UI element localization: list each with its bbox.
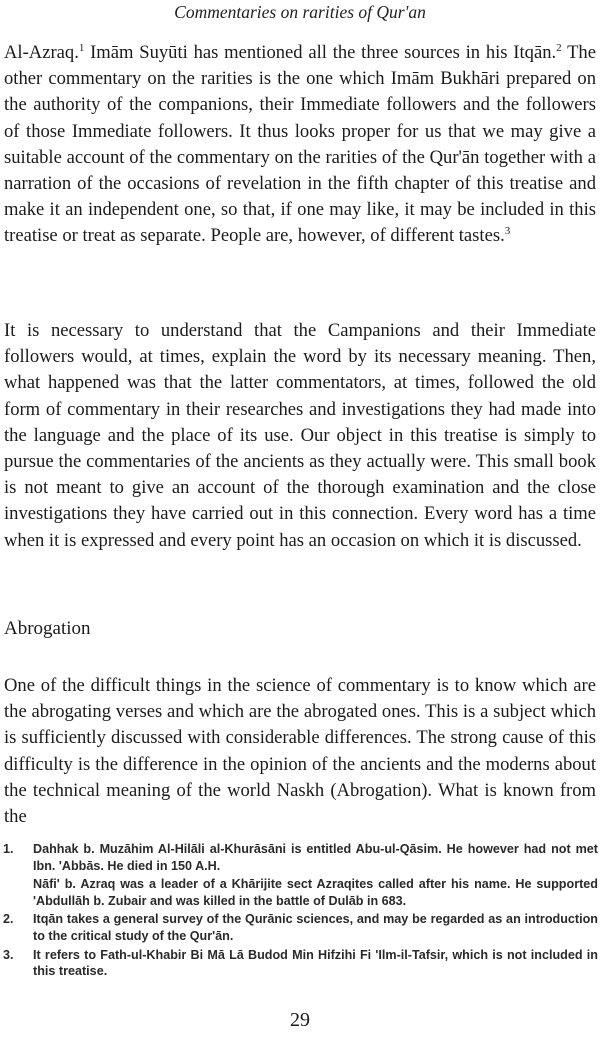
footnote-number: 1. [3,842,14,856]
footnote-ref-2: 2 [556,41,562,54]
paragraph-1-text-c: The other commentary on the rarities is the one which Imām Bukhāri prepared on the authority of the companions, their Immediate followers and the followers of those Immediate followers. It thus looks proper for us that we may give a suitable account of the commentary on the rarities of the Qur'ān together with a narration of the occasions of revelation in the fifth chapter of this treatise and make it an independent one, so that, if one may like, it may be included in this treatise or treat as separate. People are, however, of different tastes. [4,42,596,247]
footnote-3 [3,947,598,980]
section-heading: Abrogation [4,618,91,639]
paragraph-1-text-a: Al-Azraq. [4,42,79,63]
paragraph-1-text-b: Imām Suyūti has mentioned all the three sources in his Itqān. [84,42,557,63]
paragraph-1 [4,40,596,250]
footnote-2 [3,911,598,944]
paragraph-3 [4,673,596,830]
running-header: Commentaries on rarities of Qur'an [174,2,426,22]
footnote-text: Nāfi' b. Azraq was a leader of a Khārijite sect Azraqites called after his name. He supported 'Abdullāh b. Zubair and was killed in the battle of Dulāb in 683. [33,877,598,908]
footnote-1-continuation [3,876,598,909]
footnote-1 [3,841,598,874]
footnote-ref-1: 1 [78,41,85,54]
footnote-text: Dahhak b. Muzāhim Al-Hilāli al-Khurāsāni is entitled Abu-ul-Qāsim. He however had not met Ibn. 'Abbās. He died in 150 A.H. [33,842,598,873]
paragraph-2-text: It is necessary to understand that the Campanions and their Immediate followers would, at times, explain the word by its necessary meaning. Then, what happened was that the latter commentators, at times, followed the old form of commentary in their researches and investigations they had made into the language and the place of its use. Our object in this treatise is simply to pursue the commentaries of the ancients as they actually were. This small book is not meant to give an account of the thorough examination and the close investigations they have carried out in this connection. Every word has a time when it is expressed and every point has an occasion on which it is discussed. [4,320,596,551]
paragraph-2 [4,318,596,554]
paragraph-3-text: One of the difficult things in the science of commentary is to know which are the abrogating verses and which are the abrogated ones. This is a subject which is sufficiently discussed with considerable differences. The strong cause of this difficulty is the difference in the opinion of the ancients and the moderns about the technical meaning of the world Naskh (Abrogation). What is known from the [4,675,596,828]
footnote-text: Itqān takes a general survey of the Qurānic sciences, and may be regarded as an introduction to the critical study of the Qur'ān. [33,912,598,943]
footnote-ref-3: 3 [504,225,511,238]
footnote-number: 3. [3,947,14,962]
page-number: 29 [290,1009,310,1031]
footnote-text: It refers to Fath-ul-Khabir Bi Mā Lā Budod Min Hifzihi Fi 'Ilm-il-Tafsir, which is not included in this treatise. [33,947,598,979]
footnote-number: 2. [3,912,14,927]
footnotes [3,841,598,982]
